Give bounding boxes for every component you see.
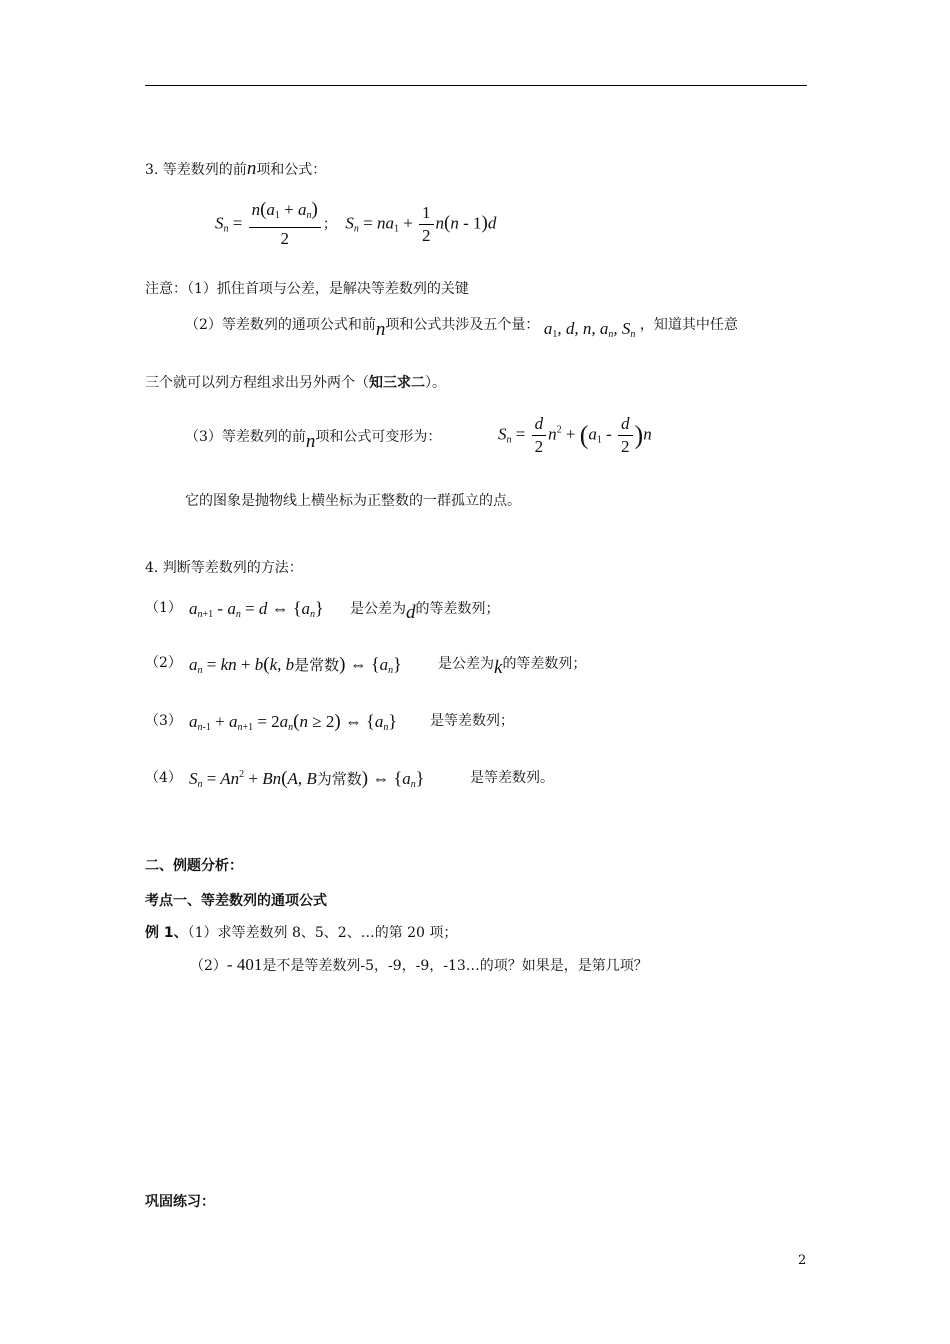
method-2-tail-post: 的等差数列； — [502, 656, 587, 672]
note-3 — [185, 425, 442, 452]
section4-title: 4. 判断等差数列的方法： — [145, 560, 303, 576]
method-2-tail — [438, 652, 587, 678]
method-3-formula: $a_{n-1} + a_{n+1} = 2a_n(n \ge 2)$ ⇔ $\{a_n\}$ — [189, 711, 397, 733]
note-2-post: ，知道其中任意 — [639, 317, 738, 333]
method-2-label: （2） — [145, 655, 182, 671]
method-2-tail-pre: 是公差为 — [438, 656, 494, 672]
note-2-var: n — [375, 319, 386, 340]
method-4-label: （4） — [145, 770, 182, 786]
section3-title-pre: 3. 等差数列的前 — [145, 162, 247, 178]
method-1 — [145, 597, 182, 617]
header-rule — [145, 85, 807, 86]
method-1-label: （1） — [145, 600, 182, 616]
method-4-cn: 为常数 — [316, 770, 362, 788]
note-2-line2 — [145, 372, 446, 392]
method-1-tail-pre: 是公差为 — [350, 601, 406, 617]
example-1-q2-value: - 401 — [226, 955, 263, 974]
method-4 — [145, 767, 182, 787]
note-2-pre: （2）等差数列的通项公式和前 — [185, 317, 376, 333]
method-4-tail — [470, 767, 554, 787]
example-1-q2 — [190, 955, 648, 975]
note-2-mid: 项和公式共涉及五个量： — [385, 317, 540, 333]
example-1-q1: （1）求等差数列 8、5、2、…的第 20 项； — [187, 925, 458, 941]
method-3-tail-pre: 是等差数列； — [430, 713, 514, 729]
page-number: 2 — [798, 1253, 807, 1268]
five-quantities: $a_1$, d, n, $a_n$, $S_n$ — [543, 319, 636, 340]
method-1-tail-post: 的等差数列； — [415, 601, 500, 617]
method-1-tail-var: d — [406, 602, 416, 623]
note-3-desc: 它的图象是抛物线上横坐标为正整数的一群孤立的点。 — [185, 493, 521, 509]
method-2-tail-var: k — [494, 657, 503, 678]
note-2-line2-bold: 知三求二 — [369, 375, 425, 391]
note-1: 注意：（1）抓住首项与公差，是解决等差数列的关键 — [145, 281, 469, 297]
method-4-tail-pre: 是等差数列。 — [470, 770, 554, 786]
note-2-line2-post: ）。 — [425, 375, 446, 391]
practice-heading: 巩固练习： — [145, 1194, 215, 1210]
note-3-pre: （3）等差数列的前 — [185, 429, 306, 445]
kaodian-heading: 考点一、等差数列的通项公式 — [145, 893, 327, 909]
note-2 — [185, 313, 738, 340]
note-2-line2-pre: 三个就可以列方程组求出另外两个（ — [145, 375, 369, 391]
section3-title-var: n — [246, 158, 257, 179]
method-3-tail — [430, 710, 514, 730]
note-3-var: n — [305, 431, 316, 452]
section3-title-post: 项和公式： — [256, 162, 327, 178]
example-1 — [145, 922, 457, 942]
method-1-formula: $a_{n+1} - a_n = d$ ⇔ $\{a_n\}$ — [189, 598, 324, 620]
example-1-q2-post: 是不是等差数列-5，-9，-9，-13…的项？如果是，是第几项？ — [262, 958, 648, 974]
method-2-cn: 是常数 — [294, 656, 340, 674]
method-3-label: （3） — [145, 713, 182, 729]
method-4-formula: $S_n = An^2 + Bn(A$, B为常数) ⇔ $\{a_n\}$ — [189, 768, 425, 790]
sum-fraction-1: $\frac{n(a_1 + a_n)}{2}$ — [249, 200, 321, 249]
note-3-post: 项和公式可变形为： — [315, 429, 442, 445]
section3-title — [145, 158, 326, 180]
example-1-label: 例 1、 — [145, 925, 188, 941]
sum-formulas: $S_n$ = $\frac{n(a_1 + a_n)}{2}$ ； $S_n = na_1$ + $\frac{1}{2}$ n(n - 1)d — [215, 199, 497, 248]
method-1-tail — [350, 597, 500, 623]
formula-separator: ； — [322, 217, 337, 233]
sum-quadratic-formula: $S_n$ = $\frac{d}{2}$ $n^2 + (a_1$ - $\frac{d}{2}$ )n — [498, 414, 652, 456]
example-1-q2-pre: （2） — [190, 958, 227, 974]
method-2 — [145, 652, 182, 672]
method-2-formula: $a_n$ = kn + b(k, b是常数) ⇔ $\{a_n\}$ — [189, 654, 402, 676]
section2-heading: 二、例题分析： — [145, 858, 243, 874]
method-3 — [145, 710, 182, 730]
